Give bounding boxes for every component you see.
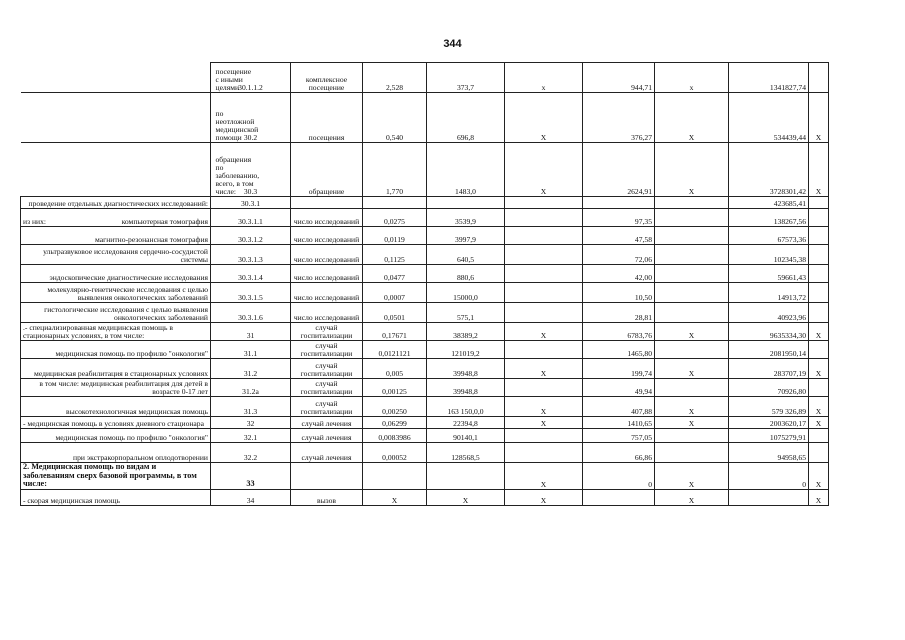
value-cell: 2,528: [363, 63, 427, 93]
row-label-text: 2. Медицинская помощь по видам и заболеваниям сверх базовой программы, в том числе:: [23, 462, 197, 489]
code-cell: 31: [211, 323, 291, 341]
unit-cell: случай госпитализации: [291, 359, 363, 379]
code-cell: 33: [211, 463, 291, 490]
code-cell: 34: [211, 489, 291, 505]
table-row: [21, 341, 829, 359]
value-cell: [505, 197, 583, 209]
row-label-text: медицинская помощь по профилю "онкология": [55, 433, 208, 443]
row-label: [21, 245, 211, 265]
table-row: [21, 397, 829, 417]
code-cell: 30.3.1.3: [211, 245, 291, 265]
table-row: [21, 379, 829, 397]
table-row: [21, 265, 829, 283]
value-cell: [655, 197, 729, 209]
value-cell: 0,0501: [363, 303, 427, 323]
value-cell: 0,1125: [363, 245, 427, 265]
table-row: [21, 63, 829, 93]
value-cell: Х: [655, 397, 729, 417]
unit-cell: [291, 197, 363, 209]
value-cell: 2081950,14: [729, 341, 809, 359]
value-cell: 0,17671: [363, 323, 427, 341]
value-cell: 0,005: [363, 359, 427, 379]
unit-cell: число исследований: [291, 303, 363, 323]
value-cell: [505, 443, 583, 463]
value-cell: [655, 265, 729, 283]
value-cell: Х: [655, 323, 729, 341]
value-cell: Х: [809, 323, 829, 341]
code-cell: 30.3.1.4: [211, 265, 291, 283]
row-label: [21, 417, 211, 429]
row-label-text: посещение с иными целями: [215, 67, 252, 93]
value-cell: 1465,80: [583, 341, 655, 359]
code-cell: 30.3: [211, 143, 291, 197]
row-label-text: .- специализированная медицинская помощь в стационарных условиях, в том числе:: [23, 323, 173, 341]
code-cell: 30.3.1.1: [211, 209, 291, 227]
row-label: [21, 323, 211, 341]
row-label-prefix: из них:: [23, 217, 46, 227]
unit-cell: случай лечения: [291, 429, 363, 443]
value-cell: 9635334,30: [729, 323, 809, 341]
value-cell: [583, 489, 655, 505]
table-row: [21, 303, 829, 323]
value-cell: [655, 283, 729, 303]
value-cell: [655, 429, 729, 443]
value-cell: 97,35: [583, 209, 655, 227]
page-number: 344: [443, 38, 462, 50]
value-cell: 534439,44: [729, 93, 809, 143]
value-cell: [363, 463, 427, 490]
value-cell: 2003620,17: [729, 417, 809, 429]
value-cell: 373,7: [427, 63, 505, 93]
value-cell: 70926,80: [729, 379, 809, 397]
value-cell: Х: [505, 143, 583, 197]
value-cell: 0,0275: [363, 209, 427, 227]
value-cell: 3728301,42: [729, 143, 809, 197]
value-cell: [655, 303, 729, 323]
value-cell: 163 150,0,0: [427, 397, 505, 417]
value-cell: Х: [505, 397, 583, 417]
row-label: [21, 463, 211, 490]
value-cell: [809, 443, 829, 463]
value-cell: 47,58: [583, 227, 655, 245]
code-cell: 32.1: [211, 429, 291, 443]
table-row: [21, 227, 829, 245]
value-cell: [809, 63, 829, 93]
value-cell: Х: [809, 93, 829, 143]
row-label-text: медицинская помощь по профилю "онкология": [55, 349, 208, 359]
value-cell: 376,27: [583, 93, 655, 143]
value-cell: 0,00052: [363, 443, 427, 463]
row-label: [21, 489, 211, 505]
row-label-text: гистологические исследования с целью выявления онкологических заболеваний: [44, 305, 208, 323]
value-cell: 1341827,74: [729, 63, 809, 93]
value-cell: 49,94: [583, 379, 655, 397]
value-cell: Х: [505, 489, 583, 505]
unit-cell: обращение: [291, 143, 363, 197]
row-label-text: высокотехнологичная медицинская помощь: [66, 407, 208, 417]
table-row: [21, 93, 829, 143]
code-cell: 32: [211, 417, 291, 429]
row-label-text: молекулярно-генетические исследования с целью выявления онкологических заболеваний: [47, 285, 208, 303]
row-label-text: ультразвуковое исследования сердечно-сосудистой системы: [43, 247, 208, 265]
table-row: [21, 323, 829, 341]
table-row: [21, 489, 829, 505]
row-label: [21, 359, 211, 379]
code-cell: 32.2: [211, 443, 291, 463]
unit-cell: число исследований: [291, 265, 363, 283]
row-label-text: медицинская реабилитация в стационарных условиях: [34, 369, 208, 379]
value-cell: [729, 489, 809, 505]
value-cell: Х: [363, 489, 427, 505]
value-cell: [809, 265, 829, 283]
value-cell: 42,00: [583, 265, 655, 283]
code-cell: 31.3: [211, 397, 291, 417]
unit-cell: случай госпитализации: [291, 379, 363, 397]
unit-cell: число исследований: [291, 283, 363, 303]
value-cell: Х: [655, 463, 729, 490]
row-label: [21, 197, 211, 209]
value-cell: Х: [505, 93, 583, 143]
value-cell: 423685,41: [729, 197, 809, 209]
value-cell: х: [655, 63, 729, 93]
row-label-text: обращения по заболеванию, всего, в том числе:: [215, 155, 260, 197]
value-cell: 1483,0: [427, 143, 505, 197]
table-row: [21, 283, 829, 303]
value-cell: Х: [655, 417, 729, 429]
value-cell: Х: [809, 143, 829, 197]
value-cell: 121019,2: [427, 341, 505, 359]
table-row: [21, 463, 829, 490]
value-cell: 199,74: [583, 359, 655, 379]
value-cell: 0,00250: [363, 397, 427, 417]
value-cell: 72,06: [583, 245, 655, 265]
value-cell: 102345,38: [729, 245, 809, 265]
unit-cell: комплексное посещение: [291, 63, 363, 93]
unit-cell: случай лечения: [291, 417, 363, 429]
table-row: [21, 245, 829, 265]
row-label: [21, 379, 211, 397]
value-cell: 39948,8: [427, 359, 505, 379]
table-row: [21, 359, 829, 379]
value-cell: 38389,2: [427, 323, 505, 341]
value-cell: [505, 379, 583, 397]
code-cell: 30.3.1.6: [211, 303, 291, 323]
value-cell: [505, 303, 583, 323]
value-cell: 0: [583, 463, 655, 490]
value-cell: Х: [809, 463, 829, 490]
unit-cell: случай госпитализации: [291, 341, 363, 359]
unit-cell: случай госпитализации: [291, 397, 363, 417]
table-row: [21, 417, 829, 429]
value-cell: 138267,56: [729, 209, 809, 227]
value-cell: Х: [505, 463, 583, 490]
value-cell: [655, 341, 729, 359]
value-cell: [505, 265, 583, 283]
value-cell: Х: [427, 489, 505, 505]
value-cell: 0,0121121: [363, 341, 427, 359]
value-cell: 1,770: [363, 143, 427, 197]
value-cell: 575,1: [427, 303, 505, 323]
code-cell: 31.2а: [211, 379, 291, 397]
table-row: [21, 209, 829, 227]
unit-cell: посещения: [291, 93, 363, 143]
value-cell: [505, 245, 583, 265]
code-cell: 30.3.1.2: [211, 227, 291, 245]
value-cell: [505, 209, 583, 227]
value-cell: Х: [655, 489, 729, 505]
value-cell: 944,71: [583, 63, 655, 93]
value-cell: 1075279,91: [729, 429, 809, 443]
value-cell: [505, 283, 583, 303]
unit-cell: случай лечения: [291, 443, 363, 463]
value-cell: 128568,5: [427, 443, 505, 463]
row-label: [21, 265, 211, 283]
value-cell: 22394,8: [427, 417, 505, 429]
value-cell: 579 326,89: [729, 397, 809, 417]
code-cell: 30.3.1.5: [211, 283, 291, 303]
value-cell: Х: [505, 323, 583, 341]
value-cell: 3539,9: [427, 209, 505, 227]
value-cell: Х: [655, 359, 729, 379]
value-cell: [505, 429, 583, 443]
table-row: [21, 429, 829, 443]
code-cell: 31.2: [211, 359, 291, 379]
value-cell: 0,0083986: [363, 429, 427, 443]
value-cell: 15000,0: [427, 283, 505, 303]
value-cell: [427, 463, 505, 490]
value-cell: 59661,43: [729, 265, 809, 283]
unit-cell: случай госпитализации: [291, 323, 363, 341]
value-cell: 0,540: [363, 93, 427, 143]
row-label: [21, 303, 211, 323]
value-cell: [809, 197, 829, 209]
value-cell: Х: [655, 93, 729, 143]
value-cell: 14913,72: [729, 283, 809, 303]
code-cell: 31.1: [211, 341, 291, 359]
row-label-text: - скорая медицинская помощь: [23, 495, 120, 505]
row-label-text: компьютерная томография: [121, 217, 208, 227]
table-row: [21, 443, 829, 463]
value-cell: [655, 227, 729, 245]
row-label-text: эндоскопические диагностические исследования: [49, 273, 208, 283]
value-cell: 0,00125: [363, 379, 427, 397]
unit-cell: [291, 463, 363, 490]
value-cell: [809, 303, 829, 323]
table-row: [21, 143, 829, 197]
value-cell: [655, 379, 729, 397]
value-cell: 3997,9: [427, 227, 505, 245]
value-cell: Х: [505, 417, 583, 429]
value-cell: Х: [655, 143, 729, 197]
value-cell: 640,5: [427, 245, 505, 265]
row-label-text: в том числе: медицинская реабилитация для детей в возрасте 0-17 лет: [39, 379, 208, 397]
value-cell: 10,50: [583, 283, 655, 303]
value-cell: [809, 341, 829, 359]
value-cell: Х: [809, 417, 829, 429]
value-cell: [809, 227, 829, 245]
value-cell: 39948,8: [427, 379, 505, 397]
value-cell: 0,0007: [363, 283, 427, 303]
value-cell: 0: [729, 463, 809, 490]
row-label-text: проведение отдельных диагностических исследований:: [28, 199, 208, 209]
table-row: [21, 197, 829, 209]
value-cell: 1410,65: [583, 417, 655, 429]
value-cell: [809, 429, 829, 443]
value-cell: 880,6: [427, 265, 505, 283]
value-cell: [655, 245, 729, 265]
value-cell: Х: [505, 359, 583, 379]
value-cell: 0,0119: [363, 227, 427, 245]
value-cell: 407,88: [583, 397, 655, 417]
value-cell: [505, 227, 583, 245]
value-cell: 696,8: [427, 93, 505, 143]
code-cell: 30.2: [211, 93, 291, 143]
value-cell: [655, 209, 729, 227]
unit-cell: число исследований: [291, 245, 363, 265]
value-cell: 6783,76: [583, 323, 655, 341]
value-cell: [655, 443, 729, 463]
row-label-text: - медицинская помощь в условиях дневного стационара: [23, 419, 204, 429]
value-cell: [809, 379, 829, 397]
value-cell: [809, 245, 829, 265]
value-cell: Х: [809, 397, 829, 417]
row-label-text: по неотложной медицинской помощи: [215, 109, 259, 143]
value-cell: [809, 209, 829, 227]
code-cell: 30.3.1: [211, 197, 291, 209]
value-cell: 283707,19: [729, 359, 809, 379]
value-cell: [505, 341, 583, 359]
value-cell: [809, 283, 829, 303]
value-cell: Х: [809, 489, 829, 505]
row-label: [21, 443, 211, 463]
row-label: [21, 397, 211, 417]
value-cell: 40923,96: [729, 303, 809, 323]
value-cell: 0,06299: [363, 417, 427, 429]
value-cell: 90140,1: [427, 429, 505, 443]
value-cell: Х: [809, 359, 829, 379]
value-cell: 67573,36: [729, 227, 809, 245]
code-cell: 30.1.1.2: [211, 63, 291, 93]
row-label-text: при экстракорпоральном оплодотворении: [73, 453, 208, 463]
row-label: [21, 341, 211, 359]
value-cell: [363, 197, 427, 209]
value-cell: [427, 197, 505, 209]
unit-cell: число исследований: [291, 209, 363, 227]
value-cell: 28,81: [583, 303, 655, 323]
row-label: [21, 429, 211, 443]
value-cell: 757,05: [583, 429, 655, 443]
unit-cell: вызов: [291, 489, 363, 505]
row-label: [21, 283, 211, 303]
row-label: [21, 227, 211, 245]
value-cell: х: [505, 63, 583, 93]
row-label-text: магнитно-резонансная томография: [94, 235, 208, 245]
main-table: [20, 62, 829, 506]
value-cell: 66,86: [583, 443, 655, 463]
value-cell: 94958,65: [729, 443, 809, 463]
value-cell: [583, 197, 655, 209]
row-label: [21, 209, 211, 227]
value-cell: 0,0477: [363, 265, 427, 283]
unit-cell: число исследований: [291, 227, 363, 245]
value-cell: 2624,91: [583, 143, 655, 197]
